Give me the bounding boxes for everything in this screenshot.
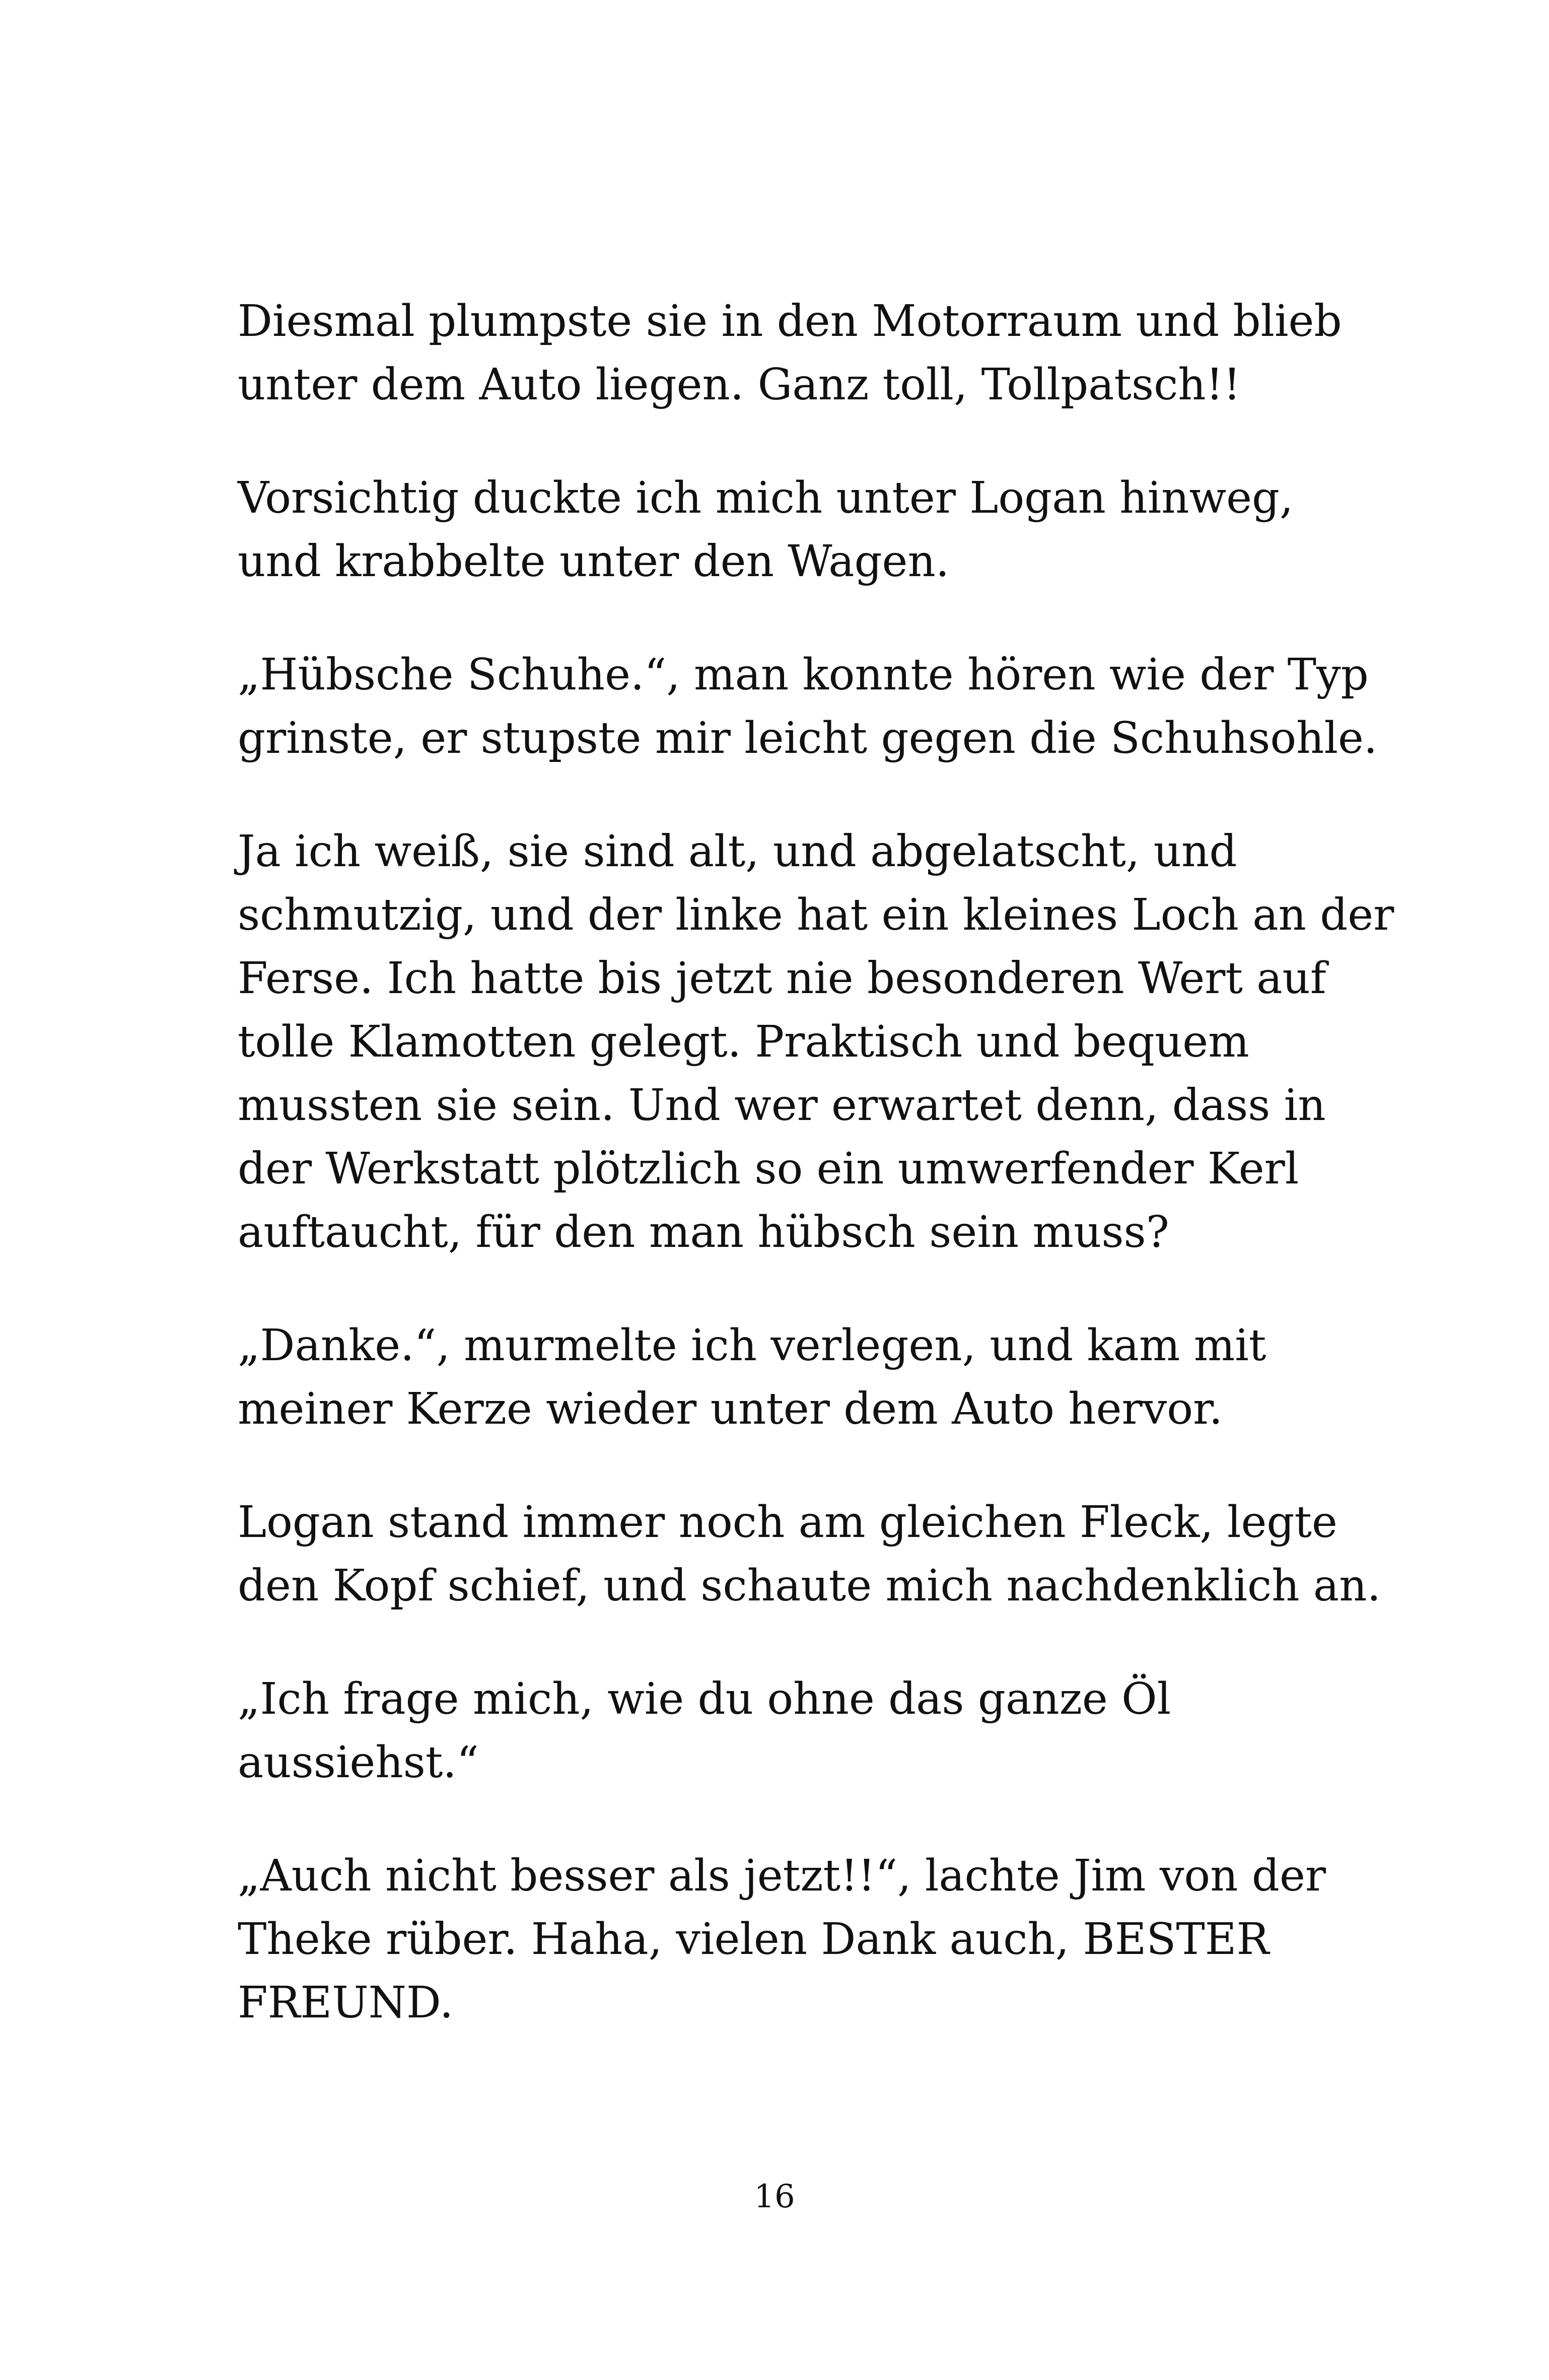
text-line: aussiehst.“ [238,1737,479,1788]
page-number: 16 [754,2178,795,2215]
text-line: Ferse. Ich hatte bis jetzt nie besonderen Wert auf [238,953,1326,1004]
body-text [238,290,1394,2084]
text-line: „Ich frage mich, wie du ohne das ganze Öl [238,1674,1171,1724]
text-line: und krabbelte unter den Wagen. [238,536,950,587]
text-line: grinste, er stupste mir leicht gegen die Schuhsohle. [238,713,1378,763]
text-line: den Kopf schief, und schaute mich nachdenklich an. [238,1561,1381,1611]
text-line: schmutzig, und der linke hat ein kleines Loch an der [238,890,1394,940]
paragraph [238,1314,1346,1441]
text-line: „Danke.“, murmelte ich verlegen, und kam mit [238,1320,1266,1371]
paragraph [238,466,1346,593]
text-line: meiner Kerze wieder unter dem Auto hervor. [238,1384,1223,1434]
paragraph [238,1667,1346,1794]
text-line: „Hübsche Schuhe.“, man konnte hören wie der Typ [238,650,1369,700]
paragraph [238,643,1378,770]
paragraph [238,1491,1381,1618]
text-line: der Werkstatt plötzlich so ein umwerfender Kerl [238,1144,1299,1194]
paragraph [238,820,1394,1264]
text-line: FREUND. [238,1978,454,2028]
text-line: Diesmal plumpste sie in den Motorraum und blieb [238,296,1342,346]
text-line: auftaucht, für den man hübsch sein muss? [238,1207,1169,1257]
text-line: Theke rüber. Haha, vielen Dank auch, BESTER [238,1914,1270,1965]
text-line: mussten sie sein. Und wer erwartet denn, dass in [238,1080,1326,1131]
text-line: Ja ich weiß, sie sind alt, und abgelatscht, und [238,826,1237,877]
text-line: „Auch nicht besser als jetzt!!“, lachte Jim von der [238,1851,1326,1901]
text-line: Vorsichtig duckte ich mich unter Logan hinweg, [238,473,1294,523]
text-line: tolle Klamotten gelegt. Praktisch und bequem [238,1017,1249,1067]
text-line: Logan stand immer noch am gleichen Fleck, legte [238,1497,1337,1548]
paragraph [238,290,1346,416]
paragraph [238,1844,1346,2035]
text-line: unter dem Auto liegen. Ganz toll, Tollpatsch!! [238,360,1241,410]
